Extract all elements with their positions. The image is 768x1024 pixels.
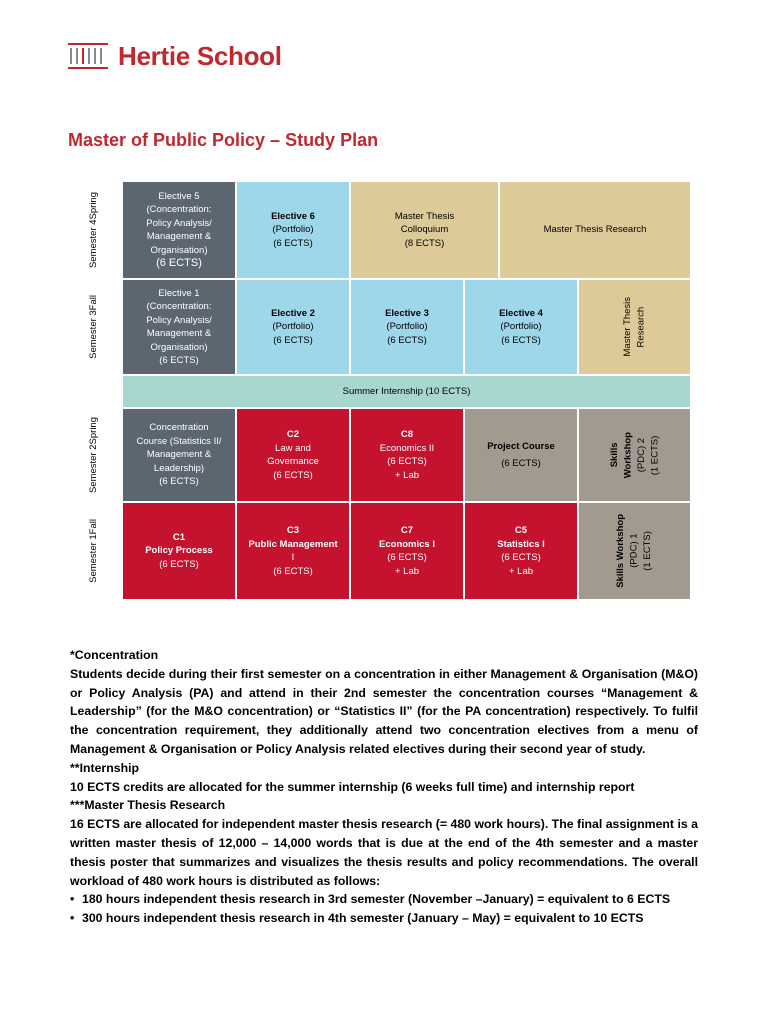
cell-elective-6: Elective 6 (Portfolio) (6 ECTS) [236, 181, 350, 279]
concentration-heading: *Concentration [70, 648, 159, 662]
cell-project-course: Project Course (6 ECTS) [464, 408, 578, 502]
cell-c2-law-and-governance: C2 Law and Governance (6 ECTS) [236, 408, 350, 502]
cell-c5-statistics-1: C5 Statistics I (6 ECTS) + Lab [464, 502, 578, 600]
cell-concentration-course: Concentration Course (Statistics II/ Management & Leadership) (6 ECTS) [122, 408, 236, 502]
bullet-item: • 300 hours independent thesis research in 4th semester (January – May) = equivalent to 10 ECTS [70, 909, 698, 928]
cell-elective-4: Elective 4 (Portfolio) (6 ECTS) [464, 279, 578, 375]
cell-c3-public-management: C3 Public Management I (6 ECTS) [236, 502, 350, 600]
internship-text: 10 ECTS credits are allocated for the summer internship (6 weeks full time) and internship report [70, 779, 635, 794]
semester-2-label: Semester 2Spring [88, 416, 99, 494]
cell-elective-5: Elective 5 (Concentration: Policy Analysis/ Management & Organisation) (6 ECTS) [122, 181, 236, 279]
cell-c8-economics-2: C8 Economics II (6 ECTS) + Lab [350, 408, 464, 502]
footnotes [70, 646, 698, 928]
cell-skills-workshop-2: Skills Workshop (PDC) 2 (1 ECTS) [578, 408, 691, 502]
cell-elective-3: Elective 3 (Portfolio) (6 ECTS) [350, 279, 464, 375]
internship-heading: **Internship [70, 760, 140, 775]
cell-master-thesis-research-s3: Master Thesis Research [578, 279, 691, 375]
document-title: Master of Public Policy – Study Plan [68, 130, 379, 150]
cell-master-thesis-colloquium: Master Thesis Colloquium (8 ECTS) [350, 181, 499, 279]
thesis-heading: ***Master Thesis Research [70, 798, 226, 813]
bullet-item: • 180 hours independent thesis research in 3rd semester (November –January) = equivalent to 6 ECTS [70, 890, 698, 909]
bullet-icon: • [70, 892, 75, 907]
logo-text: Hertie School [118, 40, 282, 71]
semester-1-label: Semester 1Fall [88, 519, 99, 583]
cell-master-thesis-research-s4: Master Thesis Research [499, 181, 691, 279]
cell-elective-2: Elective 2 (Portfolio) (6 ECTS) [236, 279, 350, 375]
cell-summer-internship: Summer Internship (10 ECTS) [122, 375, 691, 408]
cell-c7-economics-1: C7 Economics I (6 ECTS) + Lab [350, 502, 464, 600]
thesis-text: 16 ECTS are allocated for independent master thesis research (= 480 work hours). The final assignment is a written master thesis of 12,000 – 14,000 words that is due at the end of the 4th semester and a master thesis poster that summarizes and visualizes the thesis results and policy recommendations. The overall workload of 480 work hours is distributed as follows: [70, 817, 698, 888]
bullet-icon: • [70, 911, 75, 926]
cell-elective-1: Elective 1 (Concentration: Policy Analysis/ Management & Organisation) (6 ECTS) [122, 279, 236, 375]
semester-3-label: Semester 3Fall [88, 295, 99, 359]
semester-4-label: Semester 4Spring [88, 191, 99, 269]
cell-skills-workshop-1: Skills Workshop (PDC) 1 (1 ECTS) [578, 502, 691, 600]
cell-c1-policy-process: C1 Policy Process (6 ECTS) [122, 502, 236, 600]
concentration-text: Students decide during their first semester on a concentration in either Management & Organisation (M&O) or Policy Analysis (PA) and attend in their 2nd semester the concentration courses “Management & Leadership” (for the M&O concentration) or “Statistics II” (for the PA concentration) respectively. To fulfil the concentration requirement, they additionally attend two concentration electives from a menu of Management & Organisation or Policy Analysis related electives during their second year of study. [70, 666, 698, 756]
